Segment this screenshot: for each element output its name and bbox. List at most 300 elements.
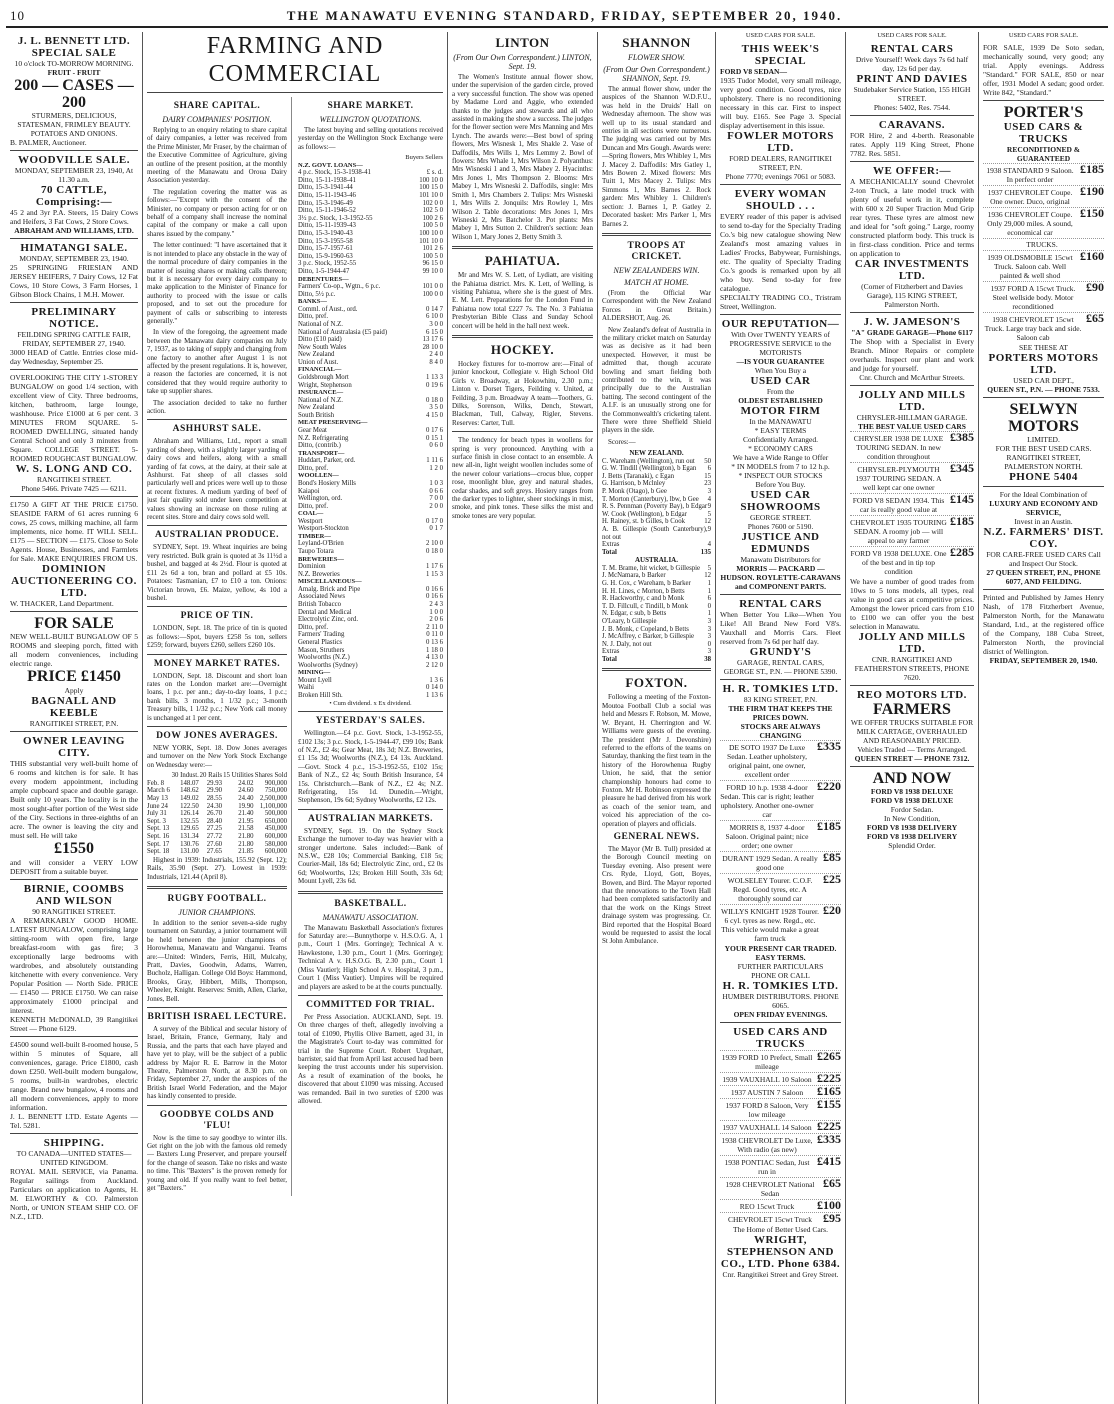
runs: 6: [707, 595, 711, 603]
ad-signature: J. L. BENNETT LTD. Estate Agents — Tel. 5281.: [10, 1112, 138, 1130]
car-listing: [720, 851, 841, 873]
table-row: [298, 548, 443, 556]
batsman: Extras: [602, 648, 620, 656]
table-cell: 24.40: [238, 794, 254, 802]
ad-address: 83 KING STREET, P.N.: [743, 694, 818, 704]
imprint-text: Printed and Published by James Henry Nash, of 178 Fitzherbert Avenue, Palmerston North, for the Manawatu Standard, Ltd., at the registered office of the Company, 188 Cuba Street, Palmerston North, the provincial district of Wellington.: [983, 592, 1104, 656]
ad-line: THE FIRM THAT KEEPS THE PRICES DOWN.: [728, 703, 833, 722]
ad-line: FORD V8 1938 DELIVERY: [866, 831, 958, 841]
share-price: 96 15 0: [422, 260, 443, 268]
table-cell: March 6: [147, 787, 170, 795]
batsman: J. McNamara, b Barker: [602, 572, 666, 580]
batsman: W. Cook (Wellington), b Edgar: [602, 510, 687, 518]
ad-firm: H. R. TOMKIES LTD.: [722, 979, 839, 992]
ad-selwyn-motors: [983, 398, 1104, 487]
share-section-table: [298, 540, 443, 555]
share-section-title: TRANSPORT—: [298, 449, 345, 457]
dow-jones-table: [147, 772, 287, 856]
share-price: 0 19 6: [426, 381, 443, 389]
article-paragraph: Replying to an enquiry relating to share capital of dairy companies, a letter was received from the Prime Minister, Mr Fraser, by the chairman of the Executive Committee of Agriculture, giving an outline of the present position, at the monthly meeting of the Manawatu and Oroua Dairy Association yesterday.: [147, 126, 287, 185]
share-section-table: [298, 306, 443, 367]
car-description: FORD V8 1938 DELUXE. One of the best and in tip top condition: [850, 548, 947, 576]
ad-address: 90 RANGITIKEI STREET.: [32, 907, 116, 916]
share-name: Farmers' Trading: [298, 631, 345, 639]
share-name: Woolworths (N.Z.): [298, 654, 350, 662]
share-price: 0 16 6: [426, 593, 443, 601]
table-cell: 27.65: [206, 848, 223, 856]
table-row: [298, 374, 443, 382]
share-name: Ditto, 15-11-1938-41: [298, 176, 356, 184]
runs: 1: [707, 579, 711, 587]
ad-phone: Phones 7600 or 5190.: [747, 521, 814, 531]
ad-address: QUEEN STREET — PHONE 7312.: [854, 753, 970, 763]
share-price: 2 4 0: [429, 351, 443, 359]
share-section-title: BANKS—: [298, 298, 327, 306]
car-price: £25: [823, 871, 841, 886]
share-price: 100 10 0: [419, 176, 443, 184]
ad-birnie-coombs-wilson: [10, 880, 138, 1037]
article-paragraph: Scores:—: [608, 437, 636, 446]
runs: 1: [707, 587, 711, 595]
share-name: Ditto, 15-11-1946-52: [298, 207, 356, 215]
share-price: 100 0 0: [422, 290, 443, 298]
share-name: Taupo Totara: [298, 548, 334, 556]
table-row: [298, 465, 443, 473]
share-name: Electrolytic Zinc, ord.: [298, 616, 359, 624]
car-price: £265: [817, 1048, 841, 1063]
table-row: [298, 677, 443, 685]
article-paragraph: A survey of the Biblical and secular history of Israel, Britain, France, Germany, Italy and Russia, and the parts that each have played and have yet to play, will be the subject of a public address by Major R. E. Barrow in the Motor Theatre, Palmerston North, at 8.30 p.m. on Friday, September 27, under the auspices of the British Israel World Federation, and the Major has kindly consented to preside.: [147, 1025, 287, 1101]
share-price: 101 0 0: [422, 283, 443, 291]
runs: 0: [707, 602, 711, 610]
share-section-title: MISCELLANEOUS—: [298, 578, 362, 586]
car-description: 1937 VAUXHALL 14 Saloon: [722, 1122, 812, 1132]
scorecard-row: [602, 648, 711, 656]
share-market-list: [298, 162, 443, 700]
runs: 50: [704, 457, 711, 465]
table-row: [298, 631, 443, 639]
share-price: 1 13 3: [426, 373, 443, 381]
batsman: H. Rainey, st. b Gilles, b Cook: [602, 518, 686, 526]
batsman: G. H. Cox, c Wareham, b Barker: [602, 579, 691, 587]
ad-bennett-houses: [10, 1037, 138, 1134]
ad-heading: HIMATANGI SALE.: [20, 242, 128, 254]
car-price: £150: [1080, 205, 1104, 220]
table-cell: 132.55: [180, 817, 199, 825]
table-row: [298, 321, 443, 329]
scorecard-row: [602, 458, 711, 466]
share-price: 100 15 0: [419, 184, 443, 192]
share-price: 0 14 7: [426, 305, 443, 313]
article-paragraph: The Women's Institute annual flower show, under the supervision of the garden circle, proved a very successful function. The show was opened by Madame Lord and Aggie, who extended thanks to the judges and stewards and all who assisted in making the show a success. The judges for the flower section were Mrs Manning and Mrs Lynch. The awards were:—Best bowl of spring flowers, Mrs Wisnesk 1, Mrs Shakle 2. Vase of Daffodils, Mrs Wills 1, Mrs Lemmy 2. Bowl of flowers: Mrs Whale 1, Mrs Wilson 2. Polyanthus: Mrs Wisneski 1 and 3, Mrs Mabey 2. Hyacinths: Mrs Jones 1, Mrs Thompson 2. Blooms: Mrs Mabey 1, Mrs Wisneski 2. Daffodils, single: Mrs Smith 1, Mrs Chambers 2. Tulips: Mrs Wisneski 1, Mrs Wills 2. Jonquils: Mrs Rowley 1, Mrs Wilson 2. Table decorations: Mrs Jones 1, Mrs Wisneski 2, Mrs Batchelor 3. Pot plants: Mrs Mabey 1, Mrs Sutton 2. Children's section: Jean Wilson 1, Mary Jones 2, Betty Smith 3.: [452, 73, 593, 241]
ad-body: NEW WELL-BUILT BUNGALOW OF 5 ROOMS and sleeping porch, fitted with all modern conveniences, including electric range.: [10, 632, 138, 668]
share-price: 1 3 6: [429, 676, 443, 684]
car-description: 1938 CHEVROLET 15cwt Truck. Large tray back and side. Saloon cab: [984, 314, 1082, 342]
ad-owner-leaving-city: [10, 732, 138, 880]
share-price: 1 18 0: [426, 646, 443, 654]
runs: 4: [707, 541, 711, 549]
share-section-table: [298, 518, 443, 533]
car-description: FORD 10 h.p. 1938 4-door Sedan. This car is right; leather upholstery. Another one-owner car: [720, 782, 814, 819]
runs: 4: [707, 495, 711, 503]
ad-bullets: [720, 426, 841, 489]
farming-left: [147, 97, 292, 1196]
article-paragraph: Per Press Association. AUCKLAND, Sept. 19. On three charges of theft, allegedly involving a total of £1090, Phyllis Olive Barnett, aged 31, in the Magistrate's Court to-day was committed for trial in the Supreme Court. Robert Urquhart, barrister, said that from April last accused had been keeping the trust accounts under his supervision. As a result of examination of the books, he discovered that about £1090 was missing. Accused was remanded. Bail in two sureties of £200 was allowed.: [298, 1012, 443, 1105]
scorecard-row: [602, 588, 711, 596]
ad-heading: H. R. TOMKIES LTD.: [722, 682, 839, 695]
farming-subcolumns: [147, 97, 443, 1196]
ad-wright-stephenson: [720, 1023, 841, 1282]
imprint-date: FRIDAY, SEPTEMBER 20, 1940.: [989, 655, 1098, 665]
ad-line: GARAGE, RENTAL CARS,: [736, 657, 825, 667]
runs: 9: [707, 503, 711, 511]
table-row: [298, 253, 443, 261]
ad-cases: 200 — CASES — 200: [14, 77, 134, 111]
share-name: Westport: [298, 517, 323, 525]
batsman: T. Morton (Canterbury), lbw, b Gee: [602, 495, 699, 503]
share-name: Woolworths (Sydney): [298, 661, 358, 669]
table-row: [298, 601, 443, 609]
share-price: 100 5 0: [422, 252, 443, 260]
car-listing: [720, 904, 841, 944]
article-heading: LINTON: [495, 35, 550, 50]
table-cell: 131.00: [180, 848, 199, 856]
share-price: 102 0 0: [422, 199, 443, 207]
ad-long-and-co: [10, 370, 138, 497]
table-cell: 29.90: [206, 787, 223, 795]
share-price: 0 6 6: [429, 487, 443, 495]
share-name: Wright, Stephenson: [298, 381, 352, 389]
table-cell: 148.07: [180, 779, 199, 787]
ad-heading: THIS WEEK'S SPECIAL: [741, 42, 820, 67]
ad-line: HUMBER DISTRIBUTORS. PHONE 6065.: [722, 991, 839, 1010]
share-name: Ditto, 15-9-1960-63: [298, 252, 353, 260]
ad-line: FRUIT - FRUIT: [47, 68, 101, 77]
car-listing: [720, 1120, 841, 1133]
table-cell: 130.76: [180, 840, 199, 848]
batsman: N. Edgar, c sub, b Betts: [602, 610, 667, 618]
article-heading: RUGBY FOOTBALL.: [167, 893, 267, 904]
car-description: WOLSELEY Tourer. C.O.F. Regd. Good tyres, etc. A thoroughly sound car: [727, 875, 813, 903]
ad-heading: REO MOTORS LTD.: [857, 688, 967, 701]
column-classifieds-1: [6, 32, 143, 1404]
ad-body: 1935 Tudor Model, very small mileage, very good condition. Good tyres, nice upholstery. There is no reconditioning necessary in this car. First to inspect will buy. £165. See Page 3. Special display advertisement in this issue.: [720, 75, 841, 130]
ad-print-davies-rental: [850, 40, 974, 116]
ad-firm: PRINT AND DAVIES: [856, 72, 968, 85]
share-price: 1 0 0: [429, 608, 443, 616]
car-price: £185: [1080, 161, 1104, 176]
scorecard-row: [602, 541, 711, 549]
share-section-table: [298, 283, 443, 298]
share-price: 100 10 0: [419, 229, 443, 237]
share-section-table: [298, 563, 443, 578]
column-label: USED CARS FOR SALE.: [1008, 32, 1079, 39]
article-subheading: FLOWER SHOW.: [627, 53, 686, 62]
share-price: 3 5 0: [429, 404, 443, 412]
ad-woodville-sale: [10, 151, 138, 239]
share-price: 100 2 6: [422, 214, 443, 222]
article-dateline: (From Our Own Correspondent.) SHANNON, Sept. 19.: [603, 65, 710, 83]
ad-bullet: * IN MODELS from 7 to 12 h.p.: [731, 461, 830, 471]
car-listing: [983, 281, 1104, 312]
ad-firm: WRIGHT, STEPHENSON AND CO., LTD. Phone 6384.: [720, 1233, 841, 1270]
share-name: Ditto, 15-3-1940-43: [298, 229, 353, 237]
car-price: £190: [1080, 183, 1104, 198]
ad-bullet: * EASY TERMS: [754, 425, 807, 435]
car-listing: [720, 820, 841, 851]
car-price: £225: [817, 1118, 841, 1133]
share-price: 1 2 0: [429, 464, 443, 472]
table-row: [298, 245, 443, 253]
table-row: [298, 488, 443, 496]
share-price: 101 10 0: [419, 192, 443, 199]
table-row: [298, 306, 443, 314]
ad-body: £4500 sound well-built 8-roomed house, 5 within 5 minutes of Square, all conveniences, garage. Price £1800, cash down £250. Well-built modern bungalow, 5 rooms, built-in wardrobes, electric range. Brand new bungalow, 4 rooms and all modern conveniences, apply to more information.: [10, 1040, 138, 1112]
share-name: 3½ p.c. Stock, 1-3-1952-55: [298, 214, 373, 222]
scorecard-row: [602, 633, 711, 641]
car-price: £225: [817, 1070, 841, 1085]
ad-line: Manawatu Distributors for: [740, 554, 821, 564]
car-price: £160: [1080, 248, 1104, 263]
share-section-table: [298, 374, 443, 389]
article-paragraph: The Manawatu Basketball Association's fixtures for Saturday are:—Bunnythorpe v. H.S.O.G. A, 1 p.m., Court 1 (Mrs. Gorringe); Technical A v. Hawkestone, 1.30 p.m., Court 1 (Mrs. Gorringe); Technical A v. H.S.O.G. B, 2.30 p.m., Court 1 (Miss Vautier); High School A v. Hospital, 3 p.m., Court 1 (Miss Vautier). Umpires will be required and players are asked to be at the courts punctually.: [298, 923, 443, 991]
car-listing: [983, 207, 1104, 238]
table-row: [298, 525, 443, 533]
ad-heading: J. W. JAMESON'S: [863, 315, 961, 328]
table-row: [298, 457, 443, 465]
table-cell: 27.72: [206, 832, 223, 840]
share-name: Leyland-O'Brien: [298, 540, 344, 548]
share-price: 0 16 6: [426, 585, 443, 593]
scorecard-heading: AUSTRALIA.: [635, 556, 678, 565]
share-price: 0 17 6: [426, 426, 443, 434]
share-name: New South Wales: [298, 343, 347, 351]
share-name: Ditto, pref.: [298, 623, 329, 631]
article-paragraph: NEW YORK, Sept. 18. Dow Jones averages and turnover on the New York Stock Exchange on Wednesday were:—: [147, 743, 287, 769]
share-section-title: FINANCIAL—: [298, 366, 342, 374]
ad-himatangi-sale: [10, 239, 138, 303]
ad-body: 25 SPRINGING FRIESIAN AND JERSEY HEIFERS, 7 Dairy Cows, 12 Fat Cows, 10 Store Cows, 3 Farm Horses, 1 Gibson Block Chains, 1 M.H. Mower.: [10, 263, 138, 299]
ad-heading: RENTAL CARS: [739, 597, 822, 610]
share-section-title: BREWERIES—: [298, 555, 344, 563]
ad-body: A MECHANICALLY sound Chevrolet 2-ton Truck, a late model truck with plenty of useful work in it, complete with 600 x 20 Super Traction Mud Grip rear tyres. These tyres are almost new and ideal for "soft going." Large, roomy constructed platform body. This truck is in first-class condition. Price and terms on application to: [850, 176, 974, 258]
batsman: J. B. Monk, c Copeland, b Betts: [602, 625, 689, 633]
table-row: [298, 412, 443, 420]
car-description: 1938 CHEVROLET De Luxe, With radio (as new): [721, 1135, 813, 1154]
ad-line: In the MANAWATU: [749, 416, 812, 426]
ad-address: Studebaker Service Station, 155 HIGH STREET.: [853, 84, 971, 103]
article-paragraph: The annual flower show, under the auspices of the Shannon W.D.F.U., was held in the Druids' Hall on Wednesday afternoon. The show was well up to its usual standard and entries in all sections were numerous. The judging was carried out by Mrs Duncan and Mrs Gough. Awards were:—Spring flowers, Mrs Whibley 1, Mrs J. Macey 2. Daffodils: Mrs Gatley 1, Mrs Bowen 2. Mixed flowers: Mrs Tuitt 1, Mrs Macey 2. Tulips: Mrs Simmons 1, Mrs Barnes 2. Rock garden: Mrs Whibley 1. Children's section: J. Barnes 1, P. Gatley 2. Decorated basket: Mrs Parker 1, Mrs Barnes 2.: [602, 85, 711, 228]
masthead-title: THE MANAWATU EVENING STANDARD, FRIDAY, SEPTEMBER 20, 1940.: [286, 8, 843, 23]
table-header: 15 Utilities: [223, 772, 254, 780]
article-subheading: DAIRY COMPANIES' POSITION.: [162, 115, 272, 124]
car-description: MORRIS 8, 1937 4-door Saloon. Original paint; nice order; one owner: [725, 822, 809, 850]
ad-and-now: [850, 767, 974, 853]
share-name: Dominion: [298, 563, 326, 571]
batsman: G. Harrison, b Mclnley: [602, 480, 666, 488]
ad-subheading: FEILDING SPRING CATTLE FAIR,: [17, 330, 131, 339]
ad-line: RECONDITIONED & GUARANTEED: [1006, 144, 1081, 163]
share-section-table: [298, 457, 443, 472]
page-number: 10: [10, 8, 25, 23]
share-section-title: MEAT PRESERVING—: [298, 419, 368, 427]
article-heading: GOODBYE COLDS AND 'FLU!: [159, 1109, 275, 1131]
ad-body: A REMARKABLY GOOD HOME. LATEST BUNGALOW, comprising large sitting-room with open fire, large breakfast-room with gas fire; 3 exceptionally large bedrooms with wardrobes, and absolutely outstanding kitchenette with every convenience. Very Popular Position — North Side. PRICE — £1450 — PRICE £1750. We can raise approximately £1000 principal and interest.: [10, 916, 138, 1015]
table-cell: 28.40: [206, 817, 223, 825]
article-heading: GENERAL NEWS.: [613, 831, 700, 842]
table-cell: Sept. 16: [147, 832, 170, 840]
ad-heading: JOLLY AND MILLS LTD.: [858, 388, 966, 413]
table-header: Shares Sold: [254, 772, 287, 780]
share-price: 2 0 0: [429, 502, 443, 510]
ad-line: MORRIS — PACKARD — HUDSON. ROYLETTE-CARAVANS and COMPONENT PARTS.: [720, 563, 841, 591]
car-price: £100: [817, 1197, 841, 1212]
car-description: 1936 CHEVROLET Coupe. Only 29,000 miles. A sound, economical car: [987, 209, 1073, 237]
share-price: 2 11 0: [426, 623, 443, 631]
table-row: [147, 825, 287, 833]
table-row: [298, 207, 443, 215]
share-price: 1 13 6: [426, 692, 443, 700]
table-cell: 122.50: [180, 802, 199, 810]
ad-jolly-mills: [850, 386, 974, 686]
share-price: 2 0 6: [429, 616, 443, 624]
ad-car-list: [720, 1050, 841, 1225]
table-cell: 650,000: [264, 817, 287, 825]
ad-subheading: LUXURY AND ECONOMY AND SERVICE,: [989, 498, 1098, 517]
ad-body: With Over TWENTY YEARS of PROGRESSIVE SERVICE to the MOTORISTS: [729, 329, 832, 357]
ad-line: PHONE OR CALL: [751, 970, 810, 980]
car-listing: [983, 250, 1104, 281]
car-description: FORD V8 SEDAN 1934. This car is really good value at: [852, 495, 945, 514]
article-dateline: (From the Official War Correspondent with the New Zealand Forces in Great Britain.) ALDERSHOT, Aug. 26.: [602, 288, 711, 323]
batsman: T. M. Brame, hit wicket, b Gillespie: [602, 564, 701, 572]
car-description: 1939 FORD 10 Prefect, Small mileage: [721, 1052, 813, 1071]
section-heading: FARMING AND COMMERCIAL: [147, 32, 443, 93]
column-district-news-2: [598, 32, 716, 1404]
car-listing: [850, 515, 974, 546]
table-cell: 600,000: [264, 832, 287, 840]
table-row: [298, 184, 443, 192]
table-cell: 131.34: [180, 832, 199, 840]
ad-line: MOTOR FIRM: [740, 404, 821, 417]
car-description: 1937 FORD A 15cwt Truck. Steel wellside body. Motor reconditioned: [990, 283, 1076, 311]
car-listing: [720, 1177, 841, 1199]
ad-line: FORD V8 1938 DELUXE: [870, 786, 954, 796]
table-row: [298, 442, 443, 450]
ad-heading: J. L. BENNETT LTD.: [17, 35, 131, 47]
ad-body: STURMERS, DELICIOUS, STATESMAN, FRIMLEY BEAUTY. POTATOES AND ONIONS.: [17, 111, 131, 138]
table-row: [147, 780, 287, 788]
article-subheading: WELLINGTON QUOTATIONS.: [319, 115, 422, 124]
column-used-cars-1: [716, 32, 846, 1404]
table-cell: 500,000: [264, 810, 287, 818]
table-row: [147, 841, 287, 849]
ad-body: OVERLOOKING THE CITY 1-STOREY BUNGALOW on good 1/4 section, with excellent view of City. Three bedrooms, kitchen, bathroom, large lounge, washhouse. Price £1000 at 6 per cent. 3 MINUTES FROM SQUARE. 5-ROOMED DWELLING, situated handy Central School and only 3 minutes from Square. COLLEGE STREET. 5-ROOMED ROUGHCAST BUNGALOW.: [10, 373, 138, 463]
table-cell: 24.30: [206, 802, 223, 810]
article-subheading: JUNIOR CHAMPIONS.: [178, 907, 256, 917]
share-name: Ditto, pref.: [298, 464, 329, 472]
table-row: [298, 397, 443, 405]
article-heading: FOXTON.: [625, 675, 688, 691]
car-price: £90: [1086, 279, 1104, 294]
car-description: 1939 OLDSMOBILE 15cwt Truck. Saloon cab. Well painted & well shod: [987, 252, 1073, 280]
article-paragraph: Mr and Mrs W. S. Lett, of Lydiatt, are visiting the Pahiatua district. Mrs. K. Lett, of Welling, is visiting Pahiatua, where she is the guest of Mrs. E. M. Lett. Preparations for the London Fund in Pahiatua now total £227 7s. The No. 3 Pahiatua Presbyterian Bible Class and Sunday School concert will be held in the hall next week.: [452, 271, 593, 330]
ad-phone: Phone 5466. Private 7425 — 6211.: [21, 484, 127, 493]
ad-line: When You Buy a: [754, 365, 807, 375]
table-row: [298, 571, 443, 579]
table-cell: 29.93: [206, 779, 223, 787]
table-cell: 21.80: [238, 832, 254, 840]
article-heading: DOW JONES AVERAGES.: [156, 730, 278, 741]
table-row: [298, 200, 443, 208]
ad-firm: PORTERS MOTORS LTD.: [988, 351, 1099, 376]
batsman: P. Monk (Otago), b Gee: [602, 488, 667, 495]
ad-heading: W. S. LONG AND CO.: [15, 463, 133, 475]
table-cell: 28.55: [206, 794, 223, 802]
table-cell: 1,100,000: [259, 802, 287, 810]
ad-signature: SPECIALTY TRADING CO., Tristram Street, Wellington.: [720, 292, 841, 311]
car-listing: [850, 462, 974, 493]
table-row: [147, 787, 287, 795]
table-row: [298, 177, 443, 185]
column-farming-commercial: [143, 32, 448, 1404]
runs: 12: [704, 572, 711, 580]
table-row: [298, 404, 443, 412]
car-price: £345: [950, 460, 974, 475]
ad-car-list: [983, 163, 1104, 343]
share-name: National of Australasia (£5 paid): [298, 328, 388, 336]
car-price: £185: [817, 818, 841, 833]
car-description: CHRYSLER 1938 DE LUXE TOURING SEDAN. In new condition throughout: [853, 433, 944, 461]
article-paragraph: New Zealand's defeat of Australia in the military cricket match on Saturday was as decisive as it had been unexpected. However, it must be admitted that, though accurate bowling and smart fielding both contributed to the win, it was principally due to the Australian batting. The second contingent of the A.I.F. is an unusually strong one for the Commonwealth's cricketing talent. There were three Sheffield Shield players in the side.: [602, 325, 711, 435]
ad-body: £1750 A GIFT AT THE PRICE £1750. SEASIDE FARM of 61 acres running 6 cows, 25 cows, milking machine, all farm implements, nice home. IT WILL SELL. £175 — SECTION — £175. Close to Sole Agents. House, Businesses, and Farmlets for Sale. MAKE ENQUIRIES FROM US.: [10, 500, 138, 563]
article-paragraph: The association decided to take no further action.: [147, 398, 287, 415]
ad-tomkies: [720, 680, 841, 1023]
ad-bullet: Confidentially Arranged.: [743, 434, 818, 444]
car-price: £415: [817, 1153, 841, 1168]
car-listing: [720, 1072, 841, 1085]
article-paragraph: SYDNEY, Sept. 19. On the Sydney Stock Exchange the turnover to-day was heavier with a stronger undertone. Sales included:—Bank of N.S.W., £28 10s; Commercial Banking, £18 5s; Courier-Mail, 18s 6d; Electrolytic Zinc, ord., £2 0s 6d; Woolworths, 12s; Broken Hill South, 33s 6d; Mount Lyell, 23s 6d.: [298, 826, 443, 886]
share-name: 4 p.c. Stock, 15-3-1938-41: [298, 169, 371, 177]
column-used-cars-3: [979, 32, 1108, 1404]
share-section-title: WOOLLEN—: [298, 472, 339, 480]
share-section-title: N.Z. GOVT. LOANS—: [298, 161, 363, 169]
ad-line: THE BEST VALUE USED CARS: [858, 421, 966, 431]
ad-subheading: SPECIAL SALE: [31, 47, 117, 59]
table-cell: 126.14: [180, 810, 199, 818]
table-cell: 149.02: [180, 794, 199, 802]
car-description: 1939 VAUXHALL 10 Saloon: [722, 1074, 812, 1084]
table-cell: Sept. 13: [147, 825, 170, 833]
article-heading: PRICE OF TIN.: [180, 611, 254, 622]
table-row: [147, 803, 287, 811]
table-row: [298, 215, 443, 223]
ad-line: Vehicles Traded — Terms Arranged.: [857, 744, 967, 754]
table-cell: 900,000: [264, 779, 287, 787]
share-price: 1 17 6: [426, 563, 443, 571]
table-row: [298, 435, 443, 443]
ad-subheading: "A" GRADE GARAGE—Phone 6117: [851, 327, 973, 337]
ad-address: 27 QUEEN STREET, P.N., PHONE 6077, AND FEILDING.: [986, 567, 1101, 586]
share-price: 8 4 0: [429, 358, 443, 366]
ad-heading: USED CARS AND TRUCKS: [733, 1025, 828, 1050]
ad-heading: AND NOW: [872, 769, 952, 787]
scorecard-row: [602, 572, 711, 580]
ad-heading: OWNER LEAVING CITY.: [23, 735, 125, 759]
batsman: J. McAffrey, c Barker, b Gillespie: [602, 633, 695, 641]
share-name: Ditto, 15-3-1955-58: [298, 237, 353, 245]
ad-firm: JUSTICE AND EDMUNDS: [741, 530, 820, 555]
